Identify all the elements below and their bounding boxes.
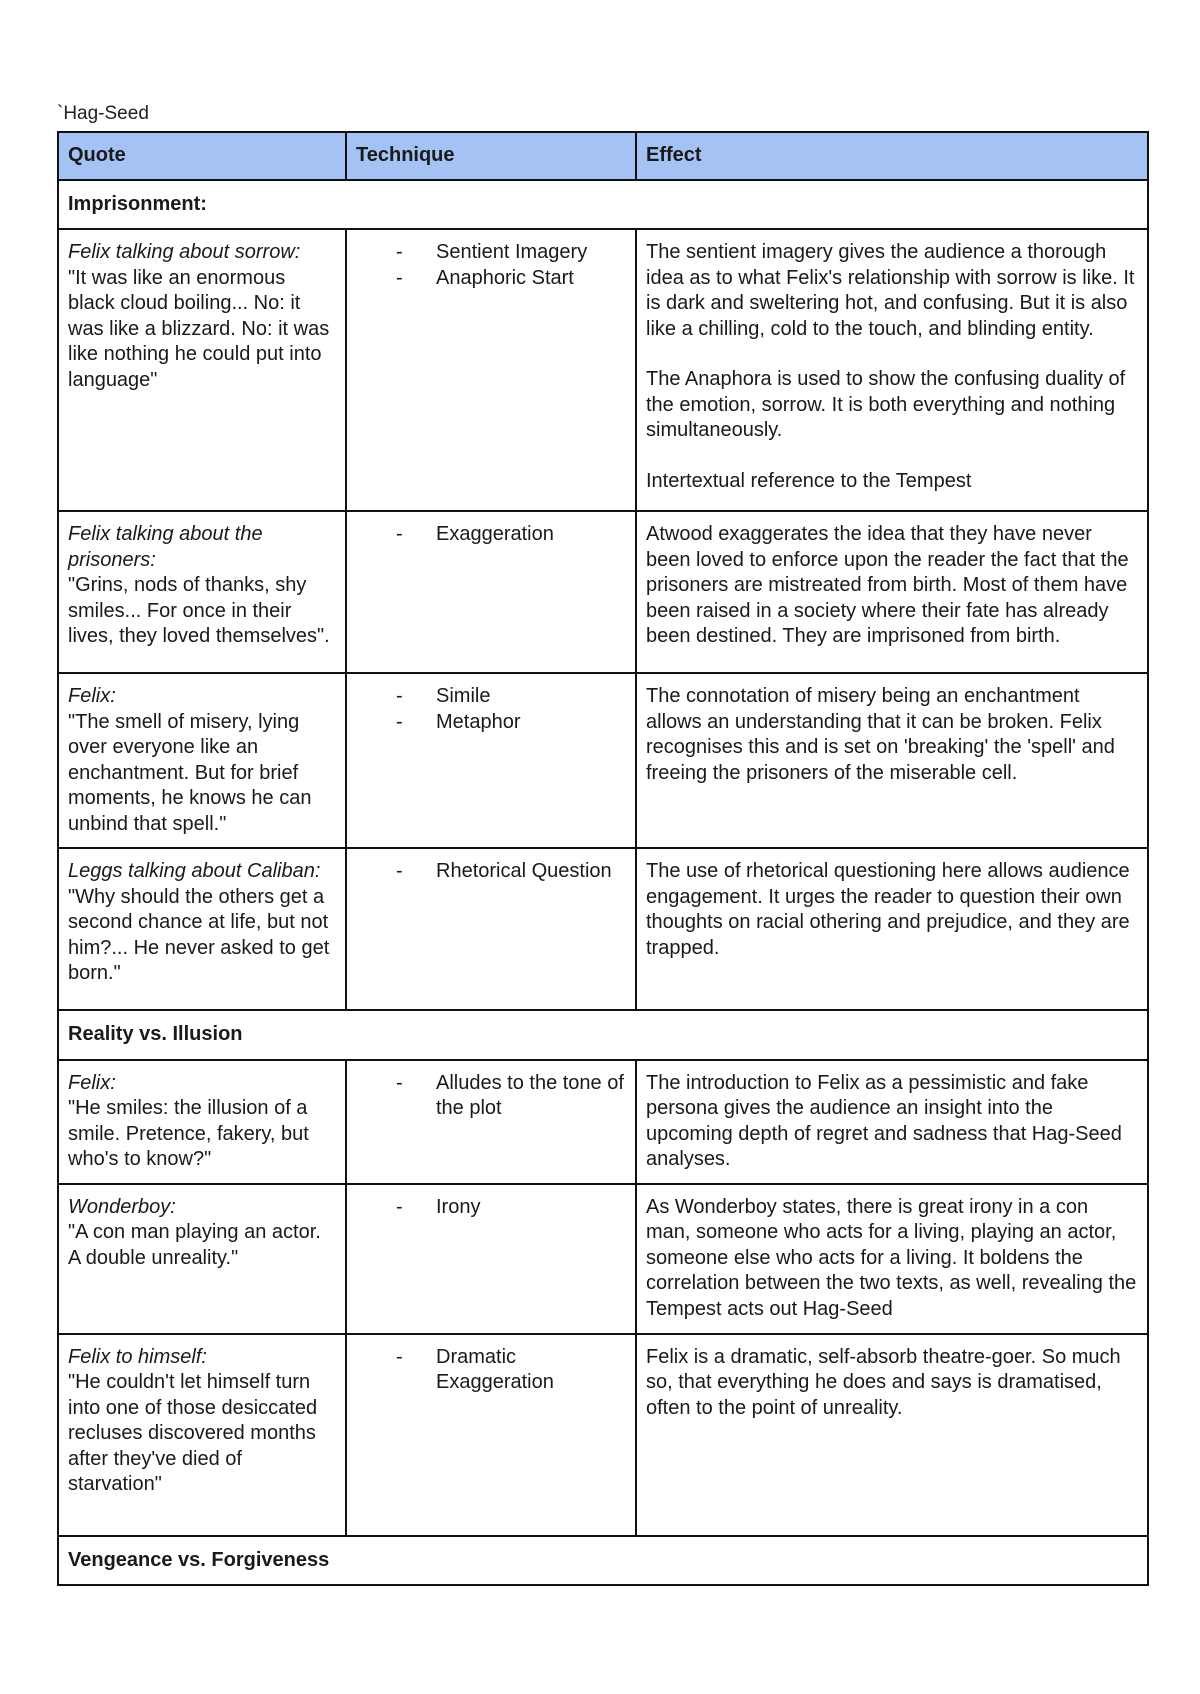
effect-paragraph: Intertextual reference to the Tempest	[646, 469, 972, 492]
quote-text: "He couldn't let himself turn into one of those desiccated recluses discovered months after they've died of starvation"	[68, 1371, 318, 1495]
section-title: Imprisonment:	[58, 180, 1148, 230]
quote-text: "Why should the others get a second chance at life, but not him?... He never asked to get born."	[68, 885, 330, 984]
technique-item: - Anaphoric Start	[396, 266, 626, 292]
table-row	[58, 1060, 1148, 1184]
technique-cell	[346, 229, 636, 511]
technique-cell	[346, 511, 636, 673]
effect-cell	[636, 229, 1148, 511]
speaker: Felix talking about sorrow:	[68, 241, 301, 263]
technique-list	[356, 1345, 626, 1396]
speaker: Wonderboy:	[68, 1195, 176, 1218]
technique-item: - Sentient Imagery	[396, 240, 626, 266]
document-title: `Hag-Seed	[57, 103, 149, 124]
table-row	[58, 511, 1148, 673]
technique-list	[356, 240, 626, 291]
table-row	[58, 848, 1148, 1010]
technique-item: - Dramatic Exaggeration	[396, 1345, 626, 1396]
quote-text: "Grins, nods of thanks, shy smiles... For once in their lives, they loved themselves".	[68, 574, 330, 647]
effect-cell	[636, 1184, 1148, 1334]
technique-cell	[346, 848, 636, 1010]
technique-cell	[346, 1060, 636, 1184]
technique-cell	[346, 1334, 636, 1536]
section-title: Vengeance vs. Forgiveness	[58, 1536, 1148, 1586]
quote-cell	[58, 511, 346, 673]
technique-item: - Metaphor	[396, 710, 626, 736]
technique-cell	[346, 1184, 636, 1334]
effect-paragraph: The connotation of misery being an enchantment allows an understanding that it can be broken. Felix recognises this and is set on 'breaking' the 'spell' and freeing the prisoners of the miserable cell.	[646, 685, 1115, 784]
header-quote: Quote	[58, 132, 346, 180]
quote-cell	[58, 848, 346, 1010]
technique-list	[356, 859, 626, 885]
effect-cell	[636, 673, 1148, 848]
effect-paragraph: The use of rhetorical questioning here allows audience engagement. It urges the reader to question their own thoughts on racial othering and prejudice, and they are trapped.	[646, 860, 1130, 959]
speaker: Felix to himself:	[68, 1345, 207, 1368]
table-row	[58, 673, 1148, 848]
speaker: Felix:	[68, 1071, 116, 1094]
technique-list	[356, 522, 626, 548]
section-row-imprisonment	[58, 180, 1148, 230]
quote-cell	[58, 1184, 346, 1334]
technique-item: - Rhetorical Question	[396, 859, 626, 885]
table-header	[58, 132, 1148, 180]
effect-cell	[636, 1060, 1148, 1184]
technique-item: - Alludes to the tone of the plot	[396, 1071, 626, 1122]
quote-text: "He smiles: the illusion of a smile. Pretence, fakery, but who's to know?"	[68, 1097, 309, 1170]
technique-list	[356, 1195, 626, 1221]
speaker: Felix talking about the prisoners:	[68, 523, 263, 571]
speaker: Felix:	[68, 685, 116, 707]
header-effect: Effect	[636, 132, 1148, 180]
technique-cell	[346, 673, 636, 848]
effect-paragraph: As Wonderboy states, there is great irony in a con man, someone who acts for a living, playing an actor, someone else who acts for a living. It boldens the correlation between the two texts, as well, revealing the Tempest acts out Hag-Seed	[646, 1195, 1137, 1320]
speaker: Leggs talking about Caliban:	[68, 860, 321, 882]
effect-paragraph: The Anaphora is used to show the confusing duality of the emotion, sorrow. It is both everything and nothing simultaneously.	[646, 368, 1126, 441]
quote-cell	[58, 673, 346, 848]
header-row	[58, 132, 1148, 180]
effect-paragraph: The introduction to Felix as a pessimistic and fake persona gives the audience an insight into the upcoming depth of regret and sadness that Hag-Seed analyses.	[646, 1071, 1122, 1170]
quote-cell	[58, 229, 346, 511]
quote-cell	[58, 1060, 346, 1184]
quote-text: "The smell of misery, lying over everyone like an enchantment. But for brief moments, he knows he can unbind that spell."	[68, 710, 312, 835]
quote-text: "A con man playing an actor. A double unreality."	[68, 1221, 321, 1269]
section-title: Reality vs. Illusion	[58, 1010, 1148, 1060]
effect-paragraph: The sentient imagery gives the audience a thorough idea as to what Felix's relationship with sorrow is like. It is dark and sweltering hot, and confusing. But it is also like a chilling, cold to the touch, and blinding entity.	[646, 241, 1135, 340]
header-technique: Technique	[346, 132, 636, 180]
analysis-table	[57, 131, 1149, 1586]
effect-cell	[636, 1334, 1148, 1536]
technique-list	[356, 684, 626, 735]
table-row	[58, 1334, 1148, 1536]
technique-item: - Simile	[396, 684, 626, 710]
technique-item: - Exaggeration	[396, 522, 626, 548]
table-row	[58, 229, 1148, 511]
effect-paragraph: Atwood exaggerates the idea that they have never been loved to enforce upon the reader the fact that the prisoners are mistreated from birth. Most of them have been raised in a society where their fate has already been destined. They are imprisoned from birth.	[646, 523, 1129, 647]
section-row-vengeance-vs-forgiveness	[58, 1536, 1148, 1586]
table-row	[58, 1184, 1148, 1334]
effect-paragraph: Felix is a dramatic, self-absorb theatre-goer. So much so, that everything he does and says is dramatised, often to the point of unreality.	[646, 1345, 1121, 1419]
quote-cell	[58, 1334, 346, 1536]
quote-text: "It was like an enormous black cloud boiling... No: it was like a blizzard. No: it was like nothing he could put into language"	[68, 266, 330, 391]
effect-cell	[636, 511, 1148, 673]
technique-item: - Irony	[396, 1195, 626, 1221]
section-row-reality-vs-illusion	[58, 1010, 1148, 1060]
effect-cell	[636, 848, 1148, 1010]
technique-list	[356, 1071, 626, 1122]
table-body	[58, 180, 1148, 1586]
